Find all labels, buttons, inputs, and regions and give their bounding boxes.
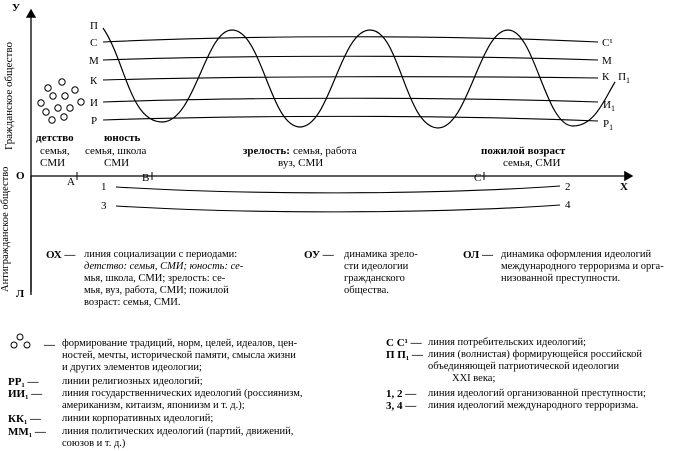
legend-ox-desc (84, 249, 274, 309)
legend-ol-line-0: динамика оформления идеологий (501, 249, 652, 260)
legend-circles-line-0: формирование традиций, норм, целей, идеалов, цен- (62, 338, 298, 349)
line-3-4 (116, 205, 560, 212)
legend-oy-desc (344, 249, 444, 297)
legend-ox-line-1: детство: семья, СМИ; юность: се- (84, 261, 244, 272)
label-i1-sub: 1 (610, 104, 615, 114)
period-youth-line1: семья, школа (85, 145, 147, 157)
label-r-left: Р (91, 115, 98, 127)
anti-civil-society-label: Антигражданское общество (0, 166, 11, 292)
line-r-r1 (103, 116, 598, 121)
label-k-right (602, 71, 630, 87)
period-youth-line2: СМИ (104, 157, 130, 169)
legend-mm-line-0: линия политических идеологий (партий, движений, (62, 426, 294, 437)
period-youth-title: юность (104, 132, 141, 144)
legend-oy-line-3: общества. (344, 285, 389, 296)
legend-ol-key: ОЛ — (463, 249, 493, 261)
legend-oy-line-1: сти идеологии (344, 261, 409, 272)
civil-society-label: Гражданское общество (3, 42, 15, 150)
period-maturity-line1: семья, работа (293, 145, 357, 157)
label-r1-right (603, 118, 613, 134)
legend-oy-line-2: гражданского (344, 273, 405, 284)
point-a-label: А (67, 176, 75, 188)
period-maturity-title: зрелость: (243, 145, 290, 157)
line-number-3: 3 (101, 200, 107, 212)
legend-ii-desc (62, 388, 372, 412)
point-c-label: С (474, 172, 482, 184)
label-p1-right: П (618, 71, 627, 83)
legend-mm-desc (62, 426, 372, 450)
legend-cc-desc: линия потребительских идеологий; (428, 337, 587, 348)
legend-rr-desc: линии религиозных идеологий; (62, 376, 203, 387)
label-m-left: М (89, 55, 99, 67)
legend-ii-line-1: американизм, китаизм, япониизм и т. д.); (62, 400, 245, 411)
legend-ii-line-0: линия государственнических идеологий (россиянизм, (62, 388, 303, 399)
legend-circles-key: — (44, 339, 55, 351)
legend-ol-line-1: международного терроризма и орга- (501, 261, 664, 272)
label-i-left: И (90, 97, 98, 109)
legend-mm-line-1: союзов и т. д.) (62, 438, 126, 449)
label-k-right-letter: К (602, 71, 610, 83)
label-r1-letter: Р (603, 118, 610, 130)
line-number-1: 1 (101, 181, 107, 193)
legend-ol-desc (501, 249, 691, 285)
legend-cc-key: С С¹ — (386, 337, 422, 349)
legend-circles-line-2: и других элементов идеологии; (62, 362, 202, 373)
x-axis-letter: Х (620, 181, 628, 193)
legend-l12-key: 1, 2 — (386, 388, 417, 400)
legend-rr-key: РР₁ — (8, 376, 39, 388)
legend-ox-line-3: мья, вуз, работа, СМИ; пожилой (84, 285, 229, 296)
label-m-right: М (602, 55, 612, 67)
legend-circles-line-1: ностей, мечты, исторической памяти, смысла жизни (62, 350, 296, 361)
legend-ox-line-2: мья, школа, СМИ; зрелость: се- (84, 273, 226, 284)
period-childhood-title: детство (36, 132, 74, 144)
legend-mm-key: ММ₁ — (8, 426, 46, 438)
legend-pp-line-1: объединяющей патриотической идеологии (428, 361, 620, 372)
legend-pp-desc (428, 349, 690, 385)
period-old-age-title: пожилой возраст (481, 145, 566, 157)
legend-ox-line-0: линия социализации с периодами: (84, 249, 238, 260)
legend-pp-line-2: XXI века; (452, 373, 496, 384)
legend-ol-line-2: низованной преступности. (501, 273, 621, 284)
label-p1-sub: 1 (626, 76, 631, 86)
legend-ii-key: ИИ₁ — (8, 388, 43, 400)
label-p-left: П (90, 20, 98, 32)
line-k-k (103, 77, 598, 80)
label-k-left: К (90, 75, 98, 87)
legend-pp-key: П П₁ — (386, 349, 423, 361)
period-maturity-line2: вуз, СМИ (278, 157, 324, 169)
legend-ox-key: ОХ — (46, 249, 76, 261)
legend-kk-key: КК₁ — (8, 413, 41, 425)
legend-l34-key: 3, 4 — (386, 400, 417, 412)
y-axis-letter: У (12, 2, 21, 14)
bottom-letter: Л (16, 288, 25, 300)
label-i1-right (603, 99, 615, 115)
legend-circles-desc (62, 338, 362, 374)
legend-oy-key: ОУ — (304, 249, 334, 261)
legend-circles-icon (11, 334, 30, 348)
label-r1-sub: 1 (609, 123, 614, 133)
period-old-age-line1: семья, СМИ (503, 157, 561, 169)
line-number-4: 4 (565, 199, 571, 211)
origin-letter: О (16, 170, 25, 182)
line-i-i1 (103, 98, 598, 102)
period-childhood-line2: СМИ (40, 157, 66, 169)
line-1-2 (116, 186, 560, 193)
legend-l34-desc: линия идеологий международного терроризма. (428, 400, 639, 411)
line-m-m (103, 56, 598, 60)
period-childhood-line1: семья, (40, 145, 70, 157)
label-s1-right: С¹ (602, 37, 613, 49)
point-b-label: В (142, 172, 150, 184)
legend-pp-line-0: линия (волнистая) формирующейся российской (428, 349, 643, 360)
legend-ox-line-4: возраст: семья, СМИ. (84, 297, 181, 308)
legend-kk-desc: линии корпоративных идеологий; (62, 413, 214, 424)
legend-l12-desc: линия идеологий организованной преступности; (428, 388, 646, 399)
tradition-circles (38, 79, 84, 123)
label-i1-letter: И (603, 99, 611, 111)
label-s-left: С (90, 37, 98, 49)
legend-oy-line-0: динамика зрело- (344, 249, 418, 260)
line-number-2: 2 (565, 181, 571, 193)
